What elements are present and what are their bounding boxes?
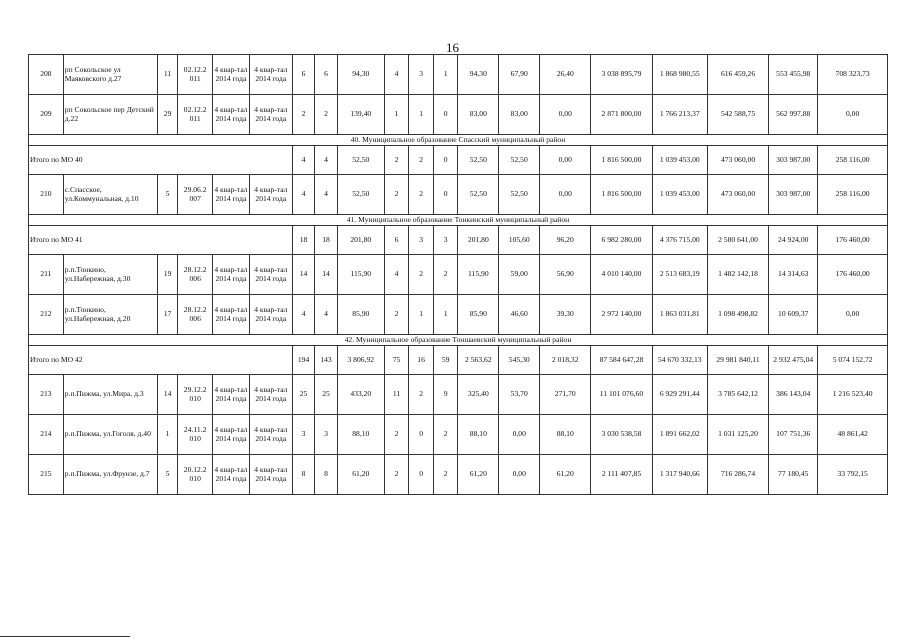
table-cell: 4 010 140,00 — [591, 255, 652, 295]
table-cell: 85,90 — [458, 295, 499, 335]
total-label: Итого по МО 40 — [29, 146, 293, 175]
table-cell: 4 квар-тал 2014 года — [213, 455, 250, 495]
housing-program-table — [28, 54, 888, 495]
address-cell: р.п.Тонкино, ул.Набережная, д.20 — [63, 295, 157, 335]
table-cell: 77 180,45 — [769, 455, 818, 495]
table-cell: 3 038 895,79 — [591, 55, 652, 95]
table-cell: 61,20 — [337, 455, 384, 495]
table-cell: 2 — [384, 455, 409, 495]
total-row — [29, 146, 888, 175]
address-cell: р.п.Пижма, ул.Гоголя, д.40 — [63, 415, 157, 455]
table-cell: 107 751,36 — [769, 415, 818, 455]
table-cell: 61,20 — [540, 455, 591, 495]
table-row — [29, 455, 888, 495]
address-cell: рп Сокольское ул Маяковского д.27 — [63, 55, 157, 95]
table-cell: 1 816 500,00 — [591, 175, 652, 215]
address-cell: р.п.Тонкино, ул.Набережная, д.30 — [63, 255, 157, 295]
footnote-rule — [0, 636, 130, 637]
table-cell: 83,00 — [499, 95, 540, 135]
row-number: 214 — [29, 415, 64, 455]
table-row — [29, 375, 888, 415]
total-row — [29, 346, 888, 375]
table-cell: 61,20 — [458, 455, 499, 495]
table-cell: 4 — [384, 55, 409, 95]
table-cell: 53,70 — [499, 375, 540, 415]
table-cell: 4 — [384, 255, 409, 295]
table-cell: 2 — [433, 455, 458, 495]
table-cell: 2 — [409, 175, 434, 215]
table-cell: 29 981 840,11 — [707, 346, 768, 375]
table-cell: 1 816 500,00 — [591, 146, 652, 175]
table-cell: 3 — [315, 415, 337, 455]
table-cell: 2 972 140,00 — [591, 295, 652, 335]
table-cell: 1 — [157, 415, 177, 455]
table-cell: 4 квар-тал 2014 года — [213, 55, 250, 95]
table-cell: 325,40 — [458, 375, 499, 415]
section-header-row — [29, 135, 888, 146]
table-cell: 303 987,00 — [769, 175, 818, 215]
table-cell: 0,00 — [499, 455, 540, 495]
table-cell: 4 — [315, 146, 337, 175]
table-cell: 1 031 125,20 — [707, 415, 768, 455]
table-cell: 4 квар-тал 2014 года — [249, 455, 292, 495]
table-row — [29, 95, 888, 135]
table-cell: 4 квар-тал 2014 года — [213, 255, 250, 295]
table-cell: 25 — [292, 375, 314, 415]
table-cell: 46,60 — [499, 295, 540, 335]
table-cell: 52,50 — [337, 175, 384, 215]
section-title: 42. Муниципальное образование Тоншаевский муниципальный район — [29, 335, 888, 346]
table-cell: 2 871 800,00 — [591, 95, 652, 135]
table-cell: 0 — [409, 455, 434, 495]
table-cell: 1 039 453,00 — [652, 146, 707, 175]
table-cell: 4 квар-тал 2014 года — [249, 415, 292, 455]
table-cell: 2 — [292, 95, 314, 135]
table-cell: 115,90 — [458, 255, 499, 295]
table-cell: 52,50 — [499, 175, 540, 215]
table-cell: 1 — [409, 295, 434, 335]
table-cell: 02.12.2 011 — [178, 95, 213, 135]
table-cell: 0 — [433, 146, 458, 175]
table-cell: 2 — [409, 146, 434, 175]
table-cell: 3 — [292, 415, 314, 455]
table-cell: 6 929 291,44 — [652, 375, 707, 415]
table-cell: 1 868 980,55 — [652, 55, 707, 95]
table-cell: 25 — [315, 375, 337, 415]
table-cell: 4 квар-тал 2014 года — [249, 55, 292, 95]
table-cell: 18 — [315, 226, 337, 255]
row-number: 212 — [29, 295, 64, 335]
table-cell: 1 098 498,82 — [707, 295, 768, 335]
table-cell: 29.12.2 010 — [178, 375, 213, 415]
table-cell: 1 039 453,00 — [652, 175, 707, 215]
table-cell: 3 806,92 — [337, 346, 384, 375]
table-cell: 2 — [384, 175, 409, 215]
table-cell: 201,80 — [337, 226, 384, 255]
row-number: 215 — [29, 455, 64, 495]
section-title: 40. Муниципальное образование Спасский муниципальный район — [29, 135, 888, 146]
table-cell: 1 216 523,40 — [818, 375, 888, 415]
table-row — [29, 175, 888, 215]
table-cell: 271,70 — [540, 375, 591, 415]
table-cell: 0 — [433, 175, 458, 215]
table-row — [29, 255, 888, 295]
table-cell: 6 982 280,00 — [591, 226, 652, 255]
table-cell: 88,10 — [458, 415, 499, 455]
table-cell: 0,00 — [818, 295, 888, 335]
row-number: 209 — [29, 95, 64, 135]
table-cell: 29.06.2 007 — [178, 175, 213, 215]
table-row — [29, 415, 888, 455]
table-cell: 2 580 641,00 — [707, 226, 768, 255]
table-cell: 28.12.2 006 — [178, 295, 213, 335]
table-cell: 4 376 715,00 — [652, 226, 707, 255]
table-cell: 96,20 — [540, 226, 591, 255]
table-cell: 4 квар-тал 2014 года — [213, 295, 250, 335]
table-cell: 542 588,75 — [707, 95, 768, 135]
table-cell: 10 609,37 — [769, 295, 818, 335]
table-cell: 5 — [157, 455, 177, 495]
table-cell: 201,80 — [458, 226, 499, 255]
table-cell: 59,00 — [499, 255, 540, 295]
table-cell: 1 863 031,81 — [652, 295, 707, 335]
table-cell: 562 997,88 — [769, 95, 818, 135]
address-cell: р.п.Пижма, ул.Мира, д.3 — [63, 375, 157, 415]
table-cell: 4 квар-тал 2014 года — [213, 175, 250, 215]
table-cell: 115,90 — [337, 255, 384, 295]
table-cell: 0,00 — [818, 95, 888, 135]
table-cell: 105,60 — [499, 226, 540, 255]
table-cell: 4 — [292, 175, 314, 215]
table-cell: 83,00 — [458, 95, 499, 135]
table-cell: 2 — [409, 375, 434, 415]
table-cell: 1 — [409, 95, 434, 135]
table-cell: 33 792,15 — [818, 455, 888, 495]
table-cell: 19 — [157, 255, 177, 295]
table-cell: 3 — [433, 226, 458, 255]
table-cell: 4 — [292, 146, 314, 175]
table-row — [29, 295, 888, 335]
table-cell: 2 932 475,04 — [769, 346, 818, 375]
table-cell: 545,30 — [499, 346, 540, 375]
total-label: Итого по МО 41 — [29, 226, 293, 255]
table-cell: 67,90 — [499, 55, 540, 95]
table-cell: 4 квар-тал 2014 года — [249, 95, 292, 135]
table-cell: 1 766 213,37 — [652, 95, 707, 135]
table-cell: 473 060,00 — [707, 146, 768, 175]
table-cell: 4 — [315, 175, 337, 215]
table-cell: 24 924,00 — [769, 226, 818, 255]
table-cell: 2 — [433, 255, 458, 295]
table-cell: 59 — [433, 346, 458, 375]
table-cell: 17 — [157, 295, 177, 335]
table-cell: 716 286,74 — [707, 455, 768, 495]
table-cell: 14 — [315, 255, 337, 295]
table-cell: 87 584 647,28 — [591, 346, 652, 375]
section-title: 41. Муниципальное образование Тонкинский муниципальный район — [29, 215, 888, 226]
table-cell: 176 460,00 — [818, 255, 888, 295]
table-cell: 18 — [292, 226, 314, 255]
table-cell: 2 — [384, 295, 409, 335]
table-cell: 1 — [384, 95, 409, 135]
table-cell: 473 060,00 — [707, 175, 768, 215]
table-cell: 52,50 — [458, 175, 499, 215]
page-number: 16 — [446, 40, 459, 55]
table-cell: 139,40 — [337, 95, 384, 135]
table-cell: 2 111 407,85 — [591, 455, 652, 495]
table-cell: 85,90 — [337, 295, 384, 335]
table-cell: 0 — [409, 415, 434, 455]
table-cell: 16 — [409, 346, 434, 375]
row-number: 211 — [29, 255, 64, 295]
table-cell: 303 987,00 — [769, 146, 818, 175]
table-cell: 6 — [315, 55, 337, 95]
row-number: 210 — [29, 175, 64, 215]
table-cell: 1 — [433, 295, 458, 335]
table-cell: 616 459,26 — [707, 55, 768, 95]
table-cell: 176 460,00 — [818, 226, 888, 255]
table-cell: 14 314,63 — [769, 255, 818, 295]
table-cell: 4 квар-тал 2014 года — [213, 415, 250, 455]
table-cell: 20.12.2 010 — [178, 455, 213, 495]
table-cell: 26,40 — [540, 55, 591, 95]
address-cell: р.п.Пижма, ул.Фрунзе, д.7 — [63, 455, 157, 495]
table-cell: 2 — [433, 415, 458, 455]
table-cell: 386 143,04 — [769, 375, 818, 415]
table-cell: 0,00 — [540, 146, 591, 175]
table-cell: 1 — [433, 55, 458, 95]
table-cell: 2 018,32 — [540, 346, 591, 375]
total-row — [29, 226, 888, 255]
table-cell: 0,00 — [499, 415, 540, 455]
table-cell: 28.12.2 006 — [178, 255, 213, 295]
table-cell: 1 891 662,02 — [652, 415, 707, 455]
table-cell: 52,50 — [499, 146, 540, 175]
table-cell: 4 квар-тал 2014 года — [249, 295, 292, 335]
table-cell: 14 — [157, 375, 177, 415]
table-cell: 4 квар-тал 2014 года — [249, 375, 292, 415]
table-cell: 2 — [315, 95, 337, 135]
table-cell: 4 квар-тал 2014 года — [249, 175, 292, 215]
table-cell: 54 670 332,13 — [652, 346, 707, 375]
table-cell: 94,30 — [458, 55, 499, 95]
table-cell: 02.12.2 011 — [178, 55, 213, 95]
table-cell: 1 317 940,66 — [652, 455, 707, 495]
total-label: Итого по МО 42 — [29, 346, 293, 375]
table-cell: 553 455,98 — [769, 55, 818, 95]
table-cell: 708 323,73 — [818, 55, 888, 95]
table-cell: 3 — [409, 226, 434, 255]
table-cell: 52,50 — [337, 146, 384, 175]
table-cell: 258 116,00 — [818, 146, 888, 175]
table-cell: 3 030 538,58 — [591, 415, 652, 455]
table-cell: 433,20 — [337, 375, 384, 415]
table-cell: 2 — [384, 415, 409, 455]
row-number: 208 — [29, 55, 64, 95]
table-cell: 48 861,42 — [818, 415, 888, 455]
table-row — [29, 55, 888, 95]
table-cell: 3 — [409, 55, 434, 95]
table-cell: 29 — [157, 95, 177, 135]
table-cell: 2 513 683,19 — [652, 255, 707, 295]
table-cell: 143 — [315, 346, 337, 375]
table-cell: 0,00 — [540, 175, 591, 215]
section-header-row — [29, 335, 888, 346]
table-cell: 3 785 642,12 — [707, 375, 768, 415]
table-cell: 88,10 — [337, 415, 384, 455]
table-cell: 194 — [292, 346, 314, 375]
address-cell: рп Сокольское пер Детский д.22 — [63, 95, 157, 135]
table-cell: 1 482 142,18 — [707, 255, 768, 295]
table-cell: 9 — [433, 375, 458, 415]
row-number: 213 — [29, 375, 64, 415]
table-cell: 5 — [157, 175, 177, 215]
table-cell: 8 — [315, 455, 337, 495]
table-cell: 5 074 152,72 — [818, 346, 888, 375]
table-cell: 0 — [433, 95, 458, 135]
table-cell: 14 — [292, 255, 314, 295]
table-cell: 4 квар-тал 2014 года — [213, 95, 250, 135]
table-cell: 39,30 — [540, 295, 591, 335]
table-cell: 75 — [384, 346, 409, 375]
table-cell: 88,10 — [540, 415, 591, 455]
table-cell: 0,00 — [540, 95, 591, 135]
table-cell: 11 — [384, 375, 409, 415]
table-cell: 258 116,00 — [818, 175, 888, 215]
table-cell: 4 — [315, 295, 337, 335]
table-cell: 52,50 — [458, 146, 499, 175]
table-cell: 6 — [292, 55, 314, 95]
table-cell: 4 — [292, 295, 314, 335]
table-cell: 4 квар-тал 2014 года — [249, 255, 292, 295]
table-cell: 11 — [157, 55, 177, 95]
section-header-row — [29, 215, 888, 226]
address-cell: с.Спасское, ул.Коммунальная, д.10 — [63, 175, 157, 215]
table-cell: 2 — [409, 255, 434, 295]
table-cell: 56,90 — [540, 255, 591, 295]
table-cell: 6 — [384, 226, 409, 255]
table-cell: 11 101 076,60 — [591, 375, 652, 415]
table-cell: 24.11.2 010 — [178, 415, 213, 455]
table-cell: 8 — [292, 455, 314, 495]
table-cell: 94,30 — [337, 55, 384, 95]
table-cell: 2 — [384, 146, 409, 175]
table-cell: 2 563,62 — [458, 346, 499, 375]
table-cell: 4 квар-тал 2014 года — [213, 375, 250, 415]
